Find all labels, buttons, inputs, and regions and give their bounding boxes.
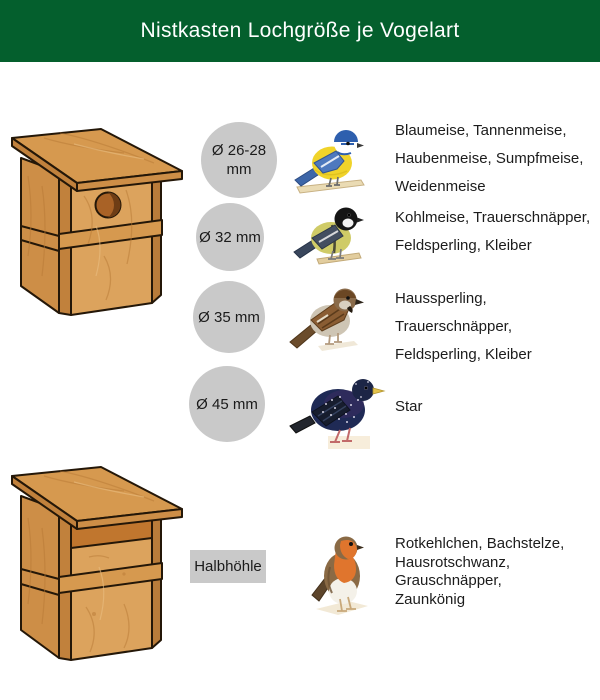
house-sparrow-image bbox=[288, 278, 370, 356]
starling-image bbox=[288, 370, 386, 452]
nestbox-half-open-illustration bbox=[4, 462, 189, 672]
species-line: Haubenmeise, Sumpfmeise, bbox=[395, 150, 584, 167]
species-line: Feldsperling, Kleiber bbox=[395, 237, 532, 254]
species-line: Rotkehlchen, Bachstelze, bbox=[395, 535, 565, 552]
hole-size-label: Ø 32 mm bbox=[199, 228, 261, 246]
hole-size-label: Halbhöhle bbox=[194, 558, 262, 575]
header-bar bbox=[0, 0, 600, 62]
species-line: Star bbox=[395, 398, 423, 415]
species-line: Hausrotschwanz, Grauschnäpper, bbox=[395, 553, 511, 589]
hole-size-badge-32 bbox=[196, 203, 264, 271]
page-title: Nistkasten Lochgröße je Vogelart bbox=[140, 19, 460, 42]
nestbox-round-hole-illustration bbox=[4, 124, 189, 339]
nestbox-round-hole-icon bbox=[4, 124, 189, 339]
hole-size-badge-45 bbox=[189, 366, 265, 442]
hole-size-badge-26-28 bbox=[201, 122, 277, 198]
species-line: Kohlmeise, Trauerschnäpper, bbox=[395, 209, 591, 226]
species-list-26-28 bbox=[395, 117, 583, 201]
species-line: Weidenmeise bbox=[395, 178, 486, 195]
hole-size-label: Ø 26-28 bbox=[211, 142, 267, 159]
house-sparrow-icon bbox=[288, 278, 370, 356]
hole-size-label: Ø 35 mm bbox=[198, 308, 260, 326]
hole-size-badge-35 bbox=[193, 281, 265, 353]
species-line: Zaunkönig bbox=[395, 590, 466, 608]
nestbox-half-open-icon bbox=[4, 462, 189, 672]
species-list-35 bbox=[395, 285, 600, 369]
blue-tit-image bbox=[291, 123, 369, 199]
great-tit-image bbox=[291, 203, 371, 269]
robin-image bbox=[310, 531, 376, 619]
robin-icon bbox=[310, 531, 376, 619]
blue-tit-icon bbox=[291, 123, 369, 199]
species-list-32 bbox=[395, 204, 590, 260]
species-line: Blaumeise, Tannenmeise, bbox=[395, 122, 567, 139]
halbhoehle-badge bbox=[190, 550, 266, 583]
species-list-45 bbox=[395, 393, 423, 421]
species-line: Feldsperling, Kleiber bbox=[395, 346, 532, 363]
species-list-halbhoehle bbox=[395, 535, 600, 609]
starling-icon bbox=[288, 370, 386, 452]
great-tit-icon bbox=[291, 203, 371, 269]
hole-size-unit: mm bbox=[226, 161, 252, 178]
species-line: Haussperling, Trauerschnäpper, bbox=[395, 290, 513, 335]
hole-size-label: Ø 45 mm bbox=[196, 395, 258, 413]
